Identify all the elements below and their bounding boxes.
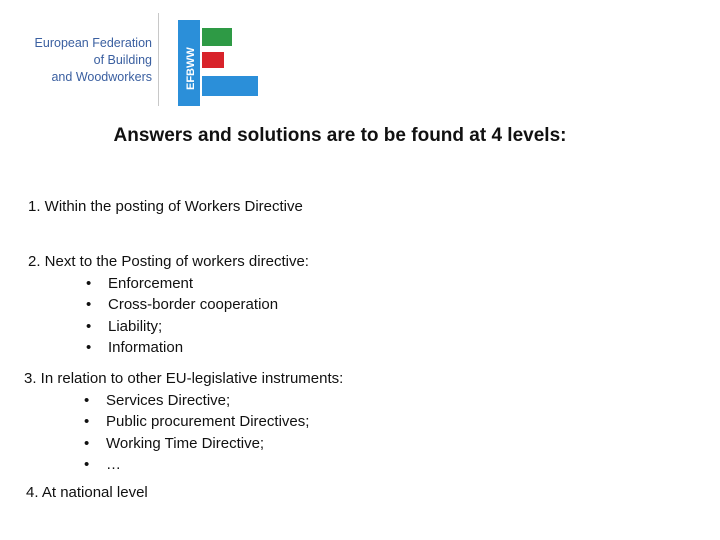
list-item: • Working Time Directive; [84,433,343,455]
logo-text-line: of Building [93,53,152,67]
bullet-list [86,273,309,359]
level-1 [28,196,303,218]
list-item: • … [84,454,343,476]
logo-text-line: European Federation [34,36,152,50]
logo-text-line: and Woodworkers [51,70,152,84]
level-heading: 2. Next to the Posting of workers directive: [28,253,309,270]
efbww-logo-icon [168,12,264,112]
level-heading: 4. At national level [26,484,148,501]
slide-title: Answers and solutions are to be found at 4 levels: [113,125,567,146]
logo-bar-blue [202,76,258,96]
logo-divider [158,13,159,106]
level-3 [24,368,343,476]
list-item: • Information [86,337,309,359]
bullet-list [84,390,343,476]
list-item: • Liability; [86,316,309,338]
level-heading: 1. Within the posting of Workers Directive [28,198,303,215]
list-item: • Services Directive; [84,390,343,412]
list-item: • Public procurement Directives; [84,411,343,433]
list-item: • Cross-border cooperation [86,294,309,316]
logo-acronym: EFBWW [185,47,197,90]
level-2 [28,251,309,359]
logo-bar-green [202,28,232,46]
logo-organization-name [22,35,152,86]
list-item: • Enforcement [86,273,309,295]
level-4 [26,482,148,504]
logo-bar-red [202,52,224,68]
level-heading: 3. In relation to other EU-legislative instruments: [24,370,344,387]
